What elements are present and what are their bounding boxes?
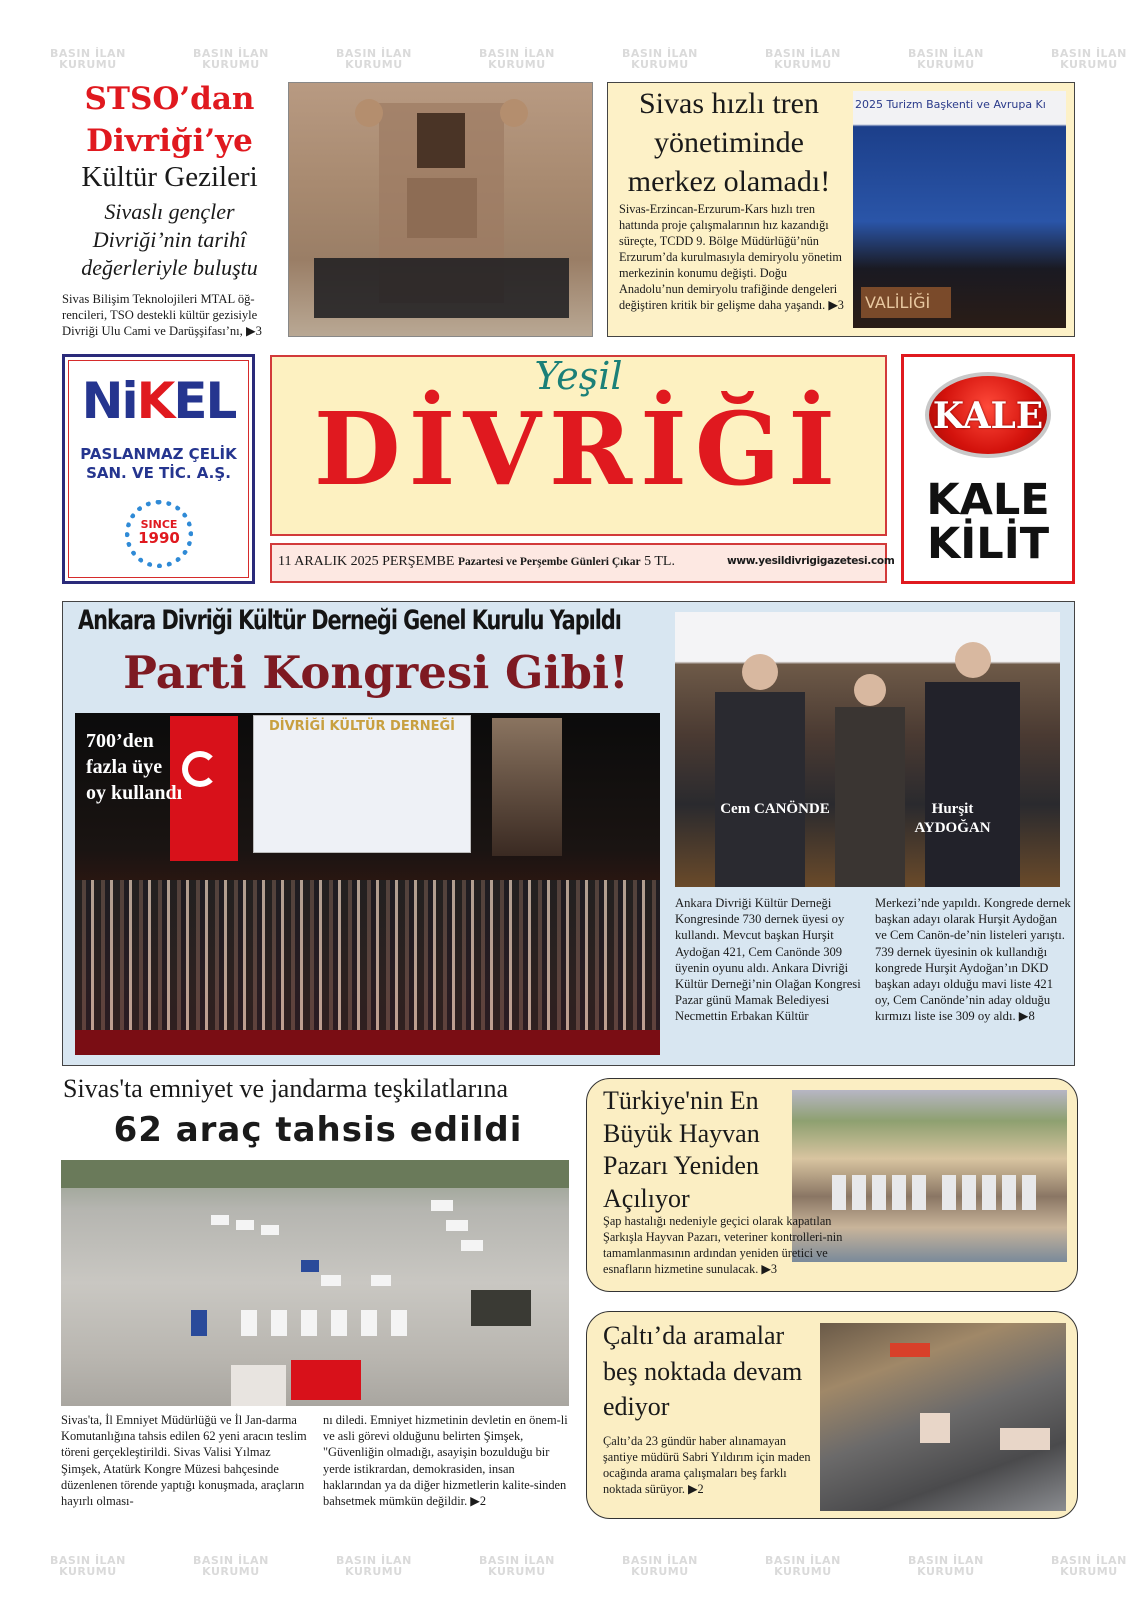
watermark [193,48,269,70]
watermark-line-1: BASIN İLAN [908,47,984,60]
issue-price: 5 TL. [644,554,675,569]
watermark-line-2: KURUMU [1060,58,1118,71]
watermark [765,48,841,70]
nikel-since-label: SINCE [140,518,178,531]
kongre-body-column-2: Merkezi’nde yapıldı. Kongrede dernek başkan adayı olarak Hurşit Aydoğan ve Cem Canön-de’nin listeleri yarıştı. 739 dernek üyesinin ok kullandığı kongrede Hurşit Aydoğan’ın DKD başkan adayı olduğu mavi liste 421 oy, Cem Canönde’nin aday olduğu kırmızı liste ise 309 oy aldı. ▶8 [875,896,1071,1024]
mine-search-photo[interactable] [820,1323,1066,1511]
masthead-title[interactable]: DİVRİĞİ [313,390,844,508]
photo-caption-hursit-aydogan: Hurşit AYDOĞAN [914,801,991,836]
watermark-line-2: KURUMU [1060,1565,1118,1578]
watermark-line-1: BASIN İLAN [1051,47,1127,60]
watermark-line-2: KURUMU [917,58,975,71]
watermark-line-1: BASIN İLAN [50,1554,126,1567]
nikel-logo [68,372,249,430]
watermark-line-1: BASIN İLAN [622,1554,698,1567]
watermark-line-1: BASIN İLAN [479,47,555,60]
nikel-tagline-1: PASLANMAZ ÇELİK [80,445,237,463]
watermark-line-2: KURUMU [631,1565,689,1578]
watermark [622,48,698,70]
calti-headline[interactable]: Çaltı’da aramalar beş noktada devam ediyor [603,1321,803,1421]
nikel-tagline-2: SAN. VE TİC. A.Ş. [86,464,231,482]
parked-vehicles-aerial [61,1160,569,1406]
watermark-line-2: KURUMU [917,1565,975,1578]
hayvan-pazari-headline[interactable]: Türkiye'nin En Büyük Hayvan Pazarı Yeniden Açılıyor [603,1086,760,1213]
watermark-line-1: BASIN İLAN [765,1554,841,1567]
issue-date: 11 ARALIK 2025 PERŞEMBE [278,554,455,569]
watermark [1051,48,1127,70]
watermark-line-1: BASIN İLAN [908,1554,984,1567]
emniyet-body-column-1: Sivas'ta, İl Emniyet Müdürlüğü ve İl Jan-darma Komutanlığına tahsis edilen 62 yeni aracın teslim töreni gerçekleştirildi. Sivas Valisi Yılmaz Şimşek, Atatürk Kongre Müzesi bahçesinde düzenlenen törende yaptığı konuşmada, araçların hayırlı olması- [61,1413,307,1509]
watermark [765,1555,841,1577]
nikel-logo-right: EL [173,372,236,430]
masthead-date-line [278,554,675,570]
stso-subheadline: Sivaslı gençler Divriği’nin tarihî değerleriyle buluştu [81,199,258,280]
nikel-logo-k: K [136,372,174,430]
red-seats-row [75,1030,660,1055]
watermark-line-1: BASIN İLAN [479,1554,555,1567]
watermark-line-2: KURUMU [202,58,260,71]
watermark-line-2: KURUMU [202,1565,260,1578]
watermark [50,48,126,70]
nikel-since-year: 1990 [138,529,180,547]
watermark [336,48,412,70]
watermark [622,1555,698,1577]
stso-body-text: Sivas Bilişim Teknolojileri MTAL öğ-rencileri, TSO destekli kültür gezisiyle Divriği Ulu Cami ve Darüşşifası’nı, ▶3 [62,292,262,338]
excavators-in-quarry [820,1323,1066,1511]
kongre-headline[interactable]: Parti Kongresi Gibi! [123,646,629,699]
watermark-line-1: BASIN İLAN [336,47,412,60]
watermark [336,1555,412,1577]
watermark [479,48,555,70]
publication-schedule: Pazartesi ve Perşembe Günleri Çıkar [457,556,641,568]
watermark-line-2: KURUMU [631,58,689,71]
crescent-icon [182,751,218,787]
train-press-photo[interactable] [853,91,1066,328]
three-men-raising-hands [675,612,1060,887]
watermark [193,1555,269,1577]
portrait-banner [492,718,562,856]
emniyet-supheadline[interactable]: Sivas'ta emniyet ve jandarma teşkilatlarına [63,1074,509,1103]
emniyet-headline[interactable]: 62 araç tahsis edildi [113,1110,523,1150]
watermark-line-1: BASIN İLAN [1051,1554,1127,1567]
emniyet-body-column-2: nı diledi. Emniyet hizmetinin devletin en önem-li ve asli görevi olduğunu belirten Şimşek, "Güvenliğin olmadığı, asayişin bozulduğu bir yerde istikrardan, demokrasiden, insan haklarından ya da diğer hizmetlerin kalite-sinden bahsetmek mümkün değildir. ▶2 [323,1413,568,1509]
hayvan-pazari-body-text: Şap hastalığı nedeniyle geçici olarak kapatılan Şarkışla Hayvan Pazarı, veteriner kontrolleri-nin tamamlanmasının ardından yeniden üretici ve esnafların hizmetine sunulacak. ▶3 [603,1214,843,1276]
watermark-line-2: KURUMU [345,58,403,71]
watermark-line-2: KURUMU [59,58,117,71]
podium-text: VALİLİĞİ [861,287,951,318]
kale-brand-line-1: KALE [926,475,1050,525]
watermark-line-2: KURUMU [488,1565,546,1578]
watermark-line-2: KURUMU [774,1565,832,1578]
watermark-line-1: BASIN İLAN [193,47,269,60]
kongre-supheadline[interactable]: Ankara Divriği Kültür Derneği Genel Kurulu Yapıldı [78,605,621,636]
photo-caption-cem-canonde: Cem CANÖNDE [720,801,830,817]
train-body-text: Sivas-Erzincan-Erzurum-Kars hızlı tren hattında proje çalışmalarının hız kazandığı süreçte, TCDD 9. Bölge Müdürlüğü’nün Erzurum’da kurulmasıyla demiryolu yönetim merkezinin konumu değişti. Doğu Anadolu’nun demiryolu trafiğinde dengeleri değiştiren kritik bir gelişme daha yaşandı. ▶3 [619,202,844,312]
divrigi-ulu-cami-photo[interactable] [288,82,593,337]
projection-screen [253,715,471,853]
watermark-line-2: KURUMU [774,58,832,71]
watermark [1051,1555,1127,1577]
nikel-logo-left: Ni [81,372,137,430]
crowd-group [75,880,660,1055]
watermark [50,1555,126,1577]
kale-emblem-text: KALE [932,395,1044,437]
kongre-body-column-1: Ankara Divriği Kültür Derneği Kongresinde 730 dernek üyesi oy kullandı. Mevcut başkan Hurşit Aydoğan 421, Cem Canönde 309 üyenin oyunu aldı. Ankara Divriği Kültür Derneği’nin Olağan Kongresi Pazar günü Mamak Belediyesi Necmettin Erbakan Kültür [675,896,861,1024]
train-headline[interactable]: Sivas hızlı tren yönetiminde merkez olamadı! [627,87,831,198]
watermark-line-2: KURUMU [488,58,546,71]
calti-body-text: Çaltı’da 23 gündür haber alınamayan şantiye müdürü Sabri Yıldırım için maden ocağında arama çalışmaları beş farklı noktada sürüyor. ▶2 [603,1434,811,1496]
watermark [479,1555,555,1577]
watermark-line-1: BASIN İLAN [50,47,126,60]
projection-screen-text: DİVRİĞİ KÜLTÜR DERNEĞİ [268,719,455,734]
vehicles-ceremony-photo[interactable] [61,1160,569,1406]
kongre-photo-overlay-text: 700’den fazla üye oy kullandı [86,730,183,804]
website-link[interactable]: www.yesildivrigigazetesi.com [727,555,895,567]
watermark-line-1: BASIN İLAN [336,1554,412,1567]
watermark-line-1: BASIN İLAN [622,47,698,60]
stso-headline[interactable]: Kültür Gezileri [81,161,258,193]
watermark [908,48,984,70]
mosque-portal-illustration [289,83,593,337]
masthead-script-title: Yeşil [534,354,623,398]
watermark-line-1: BASIN İLAN [765,47,841,60]
watermark [908,1555,984,1577]
kale-brand-line-2: KİLİT [926,519,1050,569]
photo-banner-text: 2025 Turizm Başkenti ve Avrupa Kı [855,98,1046,111]
watermark-line-2: KURUMU [345,1565,403,1578]
watermark-line-2: KURUMU [59,1565,117,1578]
watermark-line-1: BASIN İLAN [193,1554,269,1567]
winners-stage-photo[interactable] [675,612,1060,887]
stso-headline-red[interactable]: STSO’dan Divriği’ye [84,81,255,159]
